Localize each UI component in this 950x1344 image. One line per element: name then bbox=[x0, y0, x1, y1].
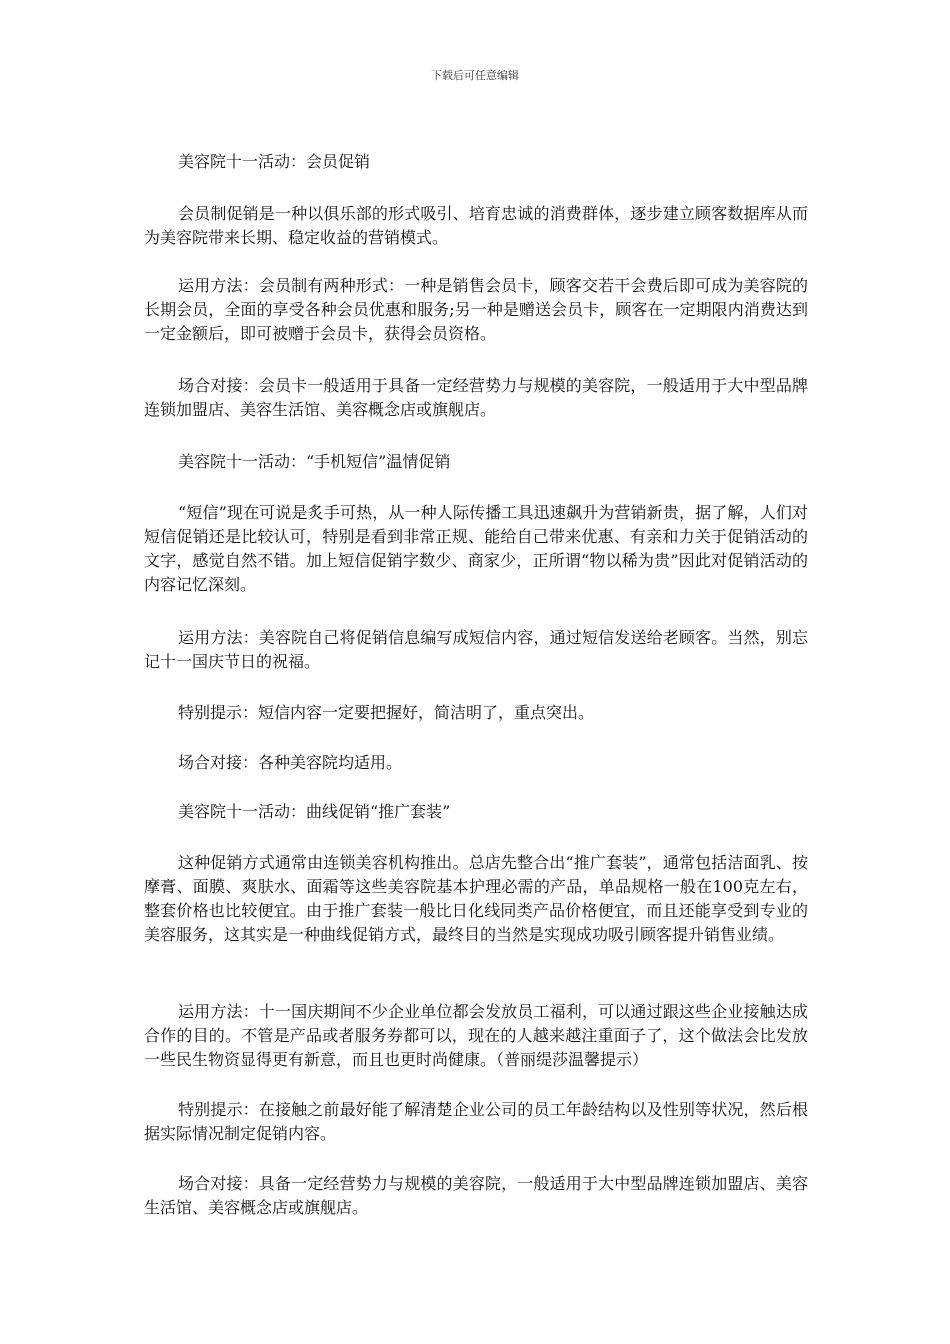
paragraph-sms-scenario: 场合对接：各种美容院均适用。 bbox=[178, 753, 403, 772]
heading-curve-promotion: 美容院十一活动：曲线促销“推广套装” bbox=[178, 802, 451, 821]
paragraph-curve-scenario: 场合对接：具备一定经营势力与规模的美容院，一般适用于大中型品牌连锁加盟店、美容生活馆、美容概念店或旗舰店。 bbox=[144, 1174, 808, 1217]
page-header: 下载后可任意编辑 bbox=[431, 69, 519, 82]
paragraph-sms-intro: “短信”现在可说是炙手可热，从一种人际传播工具迅速飙升为营销新贵，据了解，人们对短信促销还是比较认可，特别是看到非常正规、能给自己带来优惠、有亲和力关于促销活动的文字，感觉自然不错。加上短信促销字数少、商家少，正所谓“物以稀为贵”因此对促销活动的内容记忆深刻。 bbox=[144, 503, 808, 594]
heading-sms-promotion: 美容院十一活动：“手机短信”温情促销 bbox=[178, 452, 451, 471]
heading-member-promotion: 美容院十一活动：会员促销 bbox=[178, 152, 371, 171]
paragraph-member-intro: 会员制促销是一种以俱乐部的形式吸引、培育忠诚的消费群体，逐步建立顾客数据库从而为美容院带来长期、稳定收益的营销模式。 bbox=[144, 204, 808, 247]
paragraph-sms-method: 运用方法：美容院自己将促销信息编写成短信内容，通过短信发送给老顾客。当然，别忘记十一国庆节日的祝福。 bbox=[144, 628, 808, 671]
paragraph-curve-method: 运用方法：十一国庆期间不少企业单位都会发放员工福利，可以通过跟这些企业接触达成合作的目的。不管是产品或者服务券都可以，现在的人越来越注重面子了，这个做法会比发放一些民生物资显得更有新意，而且也更时尚健康。（普丽缇莎温馨提示） bbox=[144, 1002, 808, 1069]
paragraph-member-scenario: 场合对接：会员卡一般适用于具备一定经营势力与规模的美容院，一般适用于大中型品牌连锁加盟店、美容生活馆、美容概念店或旗舰店。 bbox=[144, 376, 808, 419]
paragraph-sms-tip: 特别提示：短信内容一定要把握好，简洁明了，重点突出。 bbox=[178, 703, 595, 722]
paragraph-member-method: 运用方法：会员制有两种形式：一种是销售会员卡，顾客交若干会费后即可成为美容院的长期会员，全面的享受各种会员优惠和服务;另一种是赠送会员卡，顾客在一定期限内消费达到一定金额后，即可被赠于会员卡，获得会员资格。 bbox=[144, 276, 808, 343]
paragraph-curve-intro: 这种促销方式通常由连锁美容机构推出。总店先整合出“推广套装”，通常包括洁面乳、按摩膏、面膜、爽肤水、面霜等这些美容院基本护理必需的产品，单品规格一般在100克左右，整套价格也比较便宜。由于推广套装一般比日化线同类产品价格便宜，而且还能享受到专业的美容服务，这其实是一种曲线促销方式，最终目的当然是实现成功吸引顾客提升销售业绩。 bbox=[144, 853, 808, 944]
paragraph-curve-tip: 特别提示：在接触之前最好能了解清楚企业公司的员工年龄结构以及性别等状况，然后根据实际情况制定促销内容。 bbox=[144, 1100, 808, 1143]
